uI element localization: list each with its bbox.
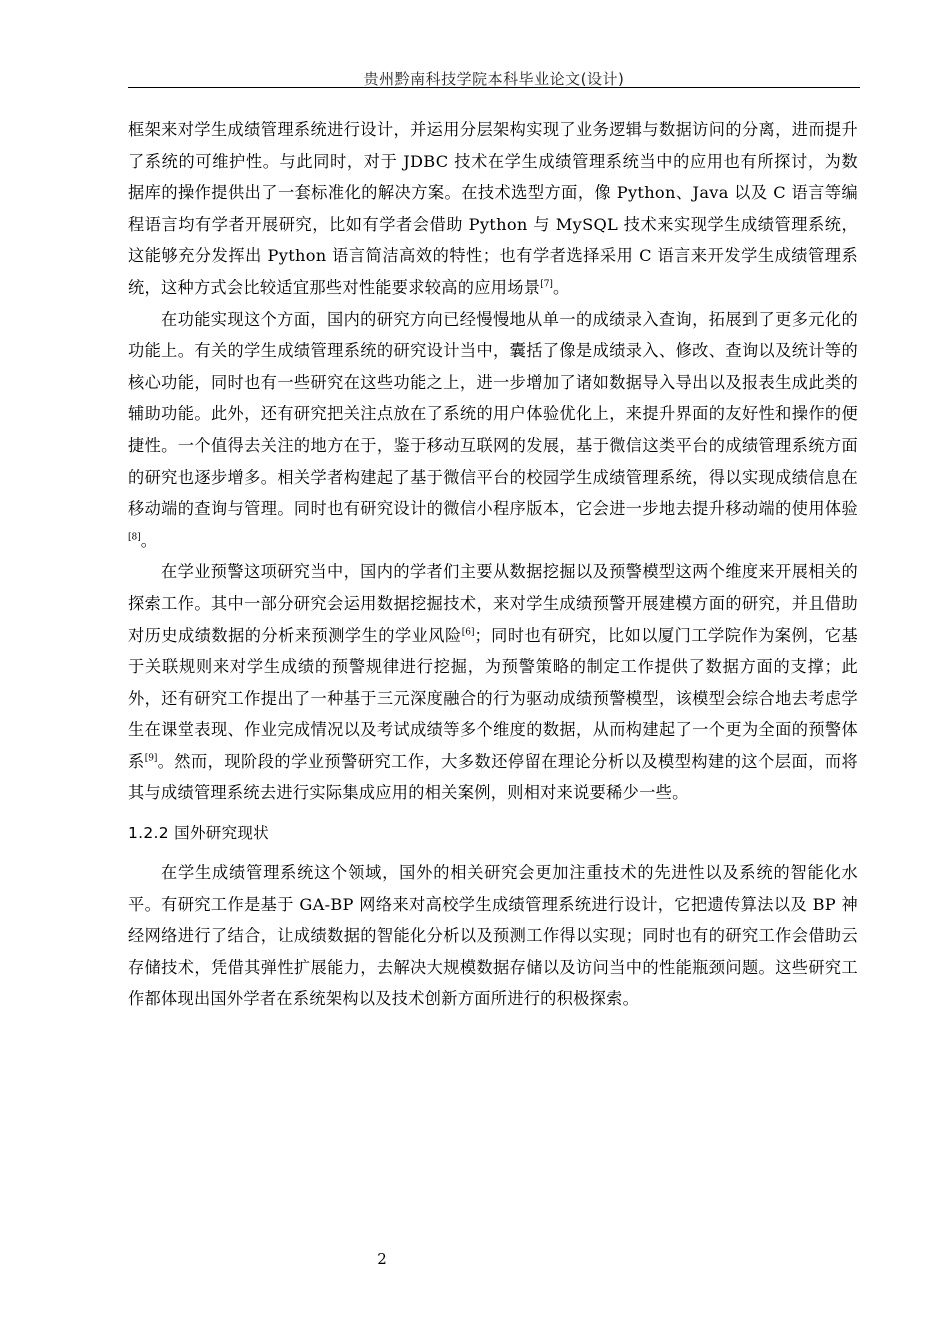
paragraph-text: 在学业预警这项研究当中，国内的学者们主要从数据挖掘以及预警模型这两个维度来开展相关的探索工作。其中一部分研究会运用数据挖掘技术，来对学生成绩预警开展建模方面的研究，并且借助对历史成绩数据的分析来预测学生的学业风险 [128,562,858,645]
paragraph-text: 在学生成绩管理系统这个领域，国外的相关研究会更加注重技术的先进性以及系统的智能化水平。有研究工作是基于 GA-BP 网络来对高校学生成绩管理系统进行设计，它把遗传算法以及 BP 神经网络进行了结合，让成绩数据的智能化分析以及预测工作得以实现；同时也有的研究工作会借助云存储技术，凭借其弹性扩展能力，去解决大规模数据存储以及访问当中的性能瓶颈问题。这些研究工作都体现出国外学者在系统架构以及技术创新方面所进行的积极探索。 [128,863,858,1009]
citation-ref: [8] [128,532,141,543]
page-number: 2 [377,1250,387,1268]
citation-ref: [7] [540,279,553,290]
paragraph-text: 框架来对学生成绩管理系统进行设计，并运用分层架构实现了业务逻辑与数据访问的分离，进而提升了系统的可维护性。与此同时，对于 JDBC 技术在学生成绩管理系统当中的应用也有所探讨，为数据库的操作提供出了一套标准化的解决方案。在技术选型方面，像 Python、Java 以及 C 语言等编程语言均有学者开展研究，比如有学者会借助 Python 与 MySQL 技术来实现学生成绩管理系统，这能够充分发挥出 Python 语言简洁高效的特性；也有学者选择采用 C 语言来开发学生成绩管理系统，这种方式会比较适宜那些对性能要求较高的应用场景 [128,120,858,297]
body-text [128,114,858,1015]
citation-ref: [6] [461,627,475,638]
paragraph [128,857,858,1015]
section-heading: 1.2.2 国外研究现状 [128,824,269,843]
citation-ref: [9] [144,753,158,764]
paragraph-text: 。然而，现阶段的学业预警研究工作，大多数还停留在理论分析以及模型构建的这个层面，而将其与成绩管理系统去进行实际集成应用的相关案例，则相对来说要稀少一些。 [128,751,858,803]
paragraph-text: 在功能实现这个方面，国内的研究方向已经慢慢地从单一的成绩录入查询，拓展到了更多元化的功能上。有关的学生成绩管理系统的研究设计当中，囊括了像是成绩录入、修改、查询以及统计等的核心功能，同时也有一些研究在这些功能之上，进一步增加了诸如数据导入导出以及报表生成此类的辅助功能。此外，还有研究把关注点放在了系统的用户体验优化上，来提升界面的友好性和操作的便捷性。一个值得去关注的地方在于，鉴于移动互联网的发展，基于微信这类平台的成绩管理系统方面的研究也逐步增多。相关学者构建起了基于微信平台的校园学生成绩管理系统，得以实现成绩信息在移动端的查询与管理。同时也有研究设计的微信小程序版本，它会进一步地去提升移动端的使用体验 [128,309,858,519]
running-header: 贵州黔南科技学院本科毕业论文(设计) [363,70,625,88]
header-rule [128,87,860,88]
paragraph-text: 。 [552,277,570,297]
paragraph-text: ；同时也有研究，比如以厦门工学院作为案例，它基于关联规则来对学生成绩的预警规律进行挖掘，为预警策略的制定工作提供了数据方面的支撑；此外，还有研究工作提出了一种基于三元深度融合的行为驱动成绩预警模型，该模型会综合地去考虑学生在课堂表现、作业完成情况以及考试成绩等多个维度的数据，从而构建起了一个更为全面的预警体系 [128,625,859,771]
paragraph [128,556,858,809]
paragraph [128,114,858,304]
paragraph [128,304,858,557]
paragraph-text: 。 [140,530,158,550]
